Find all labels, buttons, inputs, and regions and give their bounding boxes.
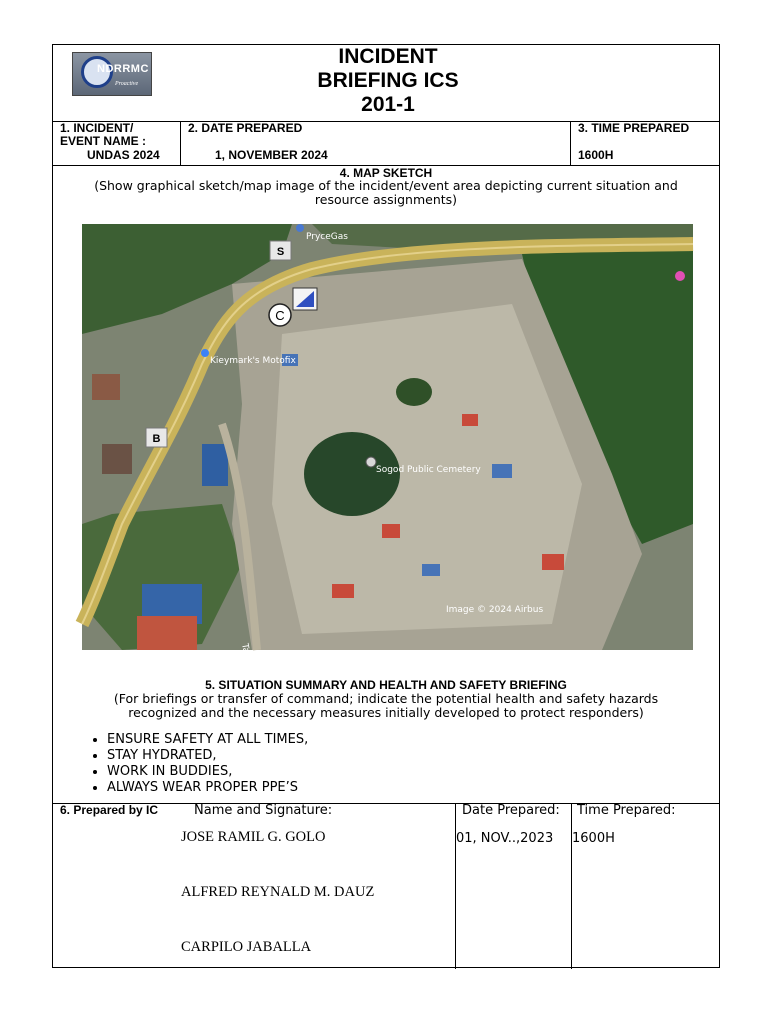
preparer-name-2: ALFRED REYNALD M. DAUZ <box>181 884 375 900</box>
title-line-1: INCIDENT <box>338 45 438 68</box>
map-sketch-desc-2: resource assignments) <box>314 192 458 207</box>
map-label-motofix: Kieymark's Motofix <box>210 356 296 366</box>
summary-desc-2: recognized and the necessary measures initially developed to protect responders) <box>128 705 644 720</box>
incident-label-line-1: 1. INCIDENT/ <box>60 121 134 135</box>
date-prepared-value: 1, NOVEMBER 2024 <box>215 148 328 162</box>
incident-briefing-form <box>52 44 720 968</box>
preparer-name-1: JOSE RAMIL G. GOLO <box>181 829 326 845</box>
list-item: • ENSURE SAFETY AT ALL TIMES, <box>107 732 308 748</box>
safety-briefing-list <box>81 732 308 796</box>
time-prepared-value: 1600H <box>578 148 614 162</box>
form-title <box>233 45 543 117</box>
incident-info-row <box>53 121 719 166</box>
incident-name-cell <box>53 121 181 165</box>
name-signature-label: Name and Signature: <box>194 803 333 818</box>
list-item: • STAY HYDRATED, <box>107 748 308 764</box>
preparer-name-3: CARPILO JABALLA <box>181 939 312 955</box>
logo-text: NDRRMC <box>97 63 149 75</box>
map-and-summary-section <box>53 165 719 804</box>
list-item: • WORK IN BUDDIES, <box>107 764 308 780</box>
summary-title: 5. SITUATION SUMMARY AND HEALTH AND SAFETY BRIEFING <box>205 678 567 692</box>
list-item: • ALWAYS WEAR PROPER PPE’S <box>107 780 308 796</box>
title-line-2: BRIEFING ICS <box>317 69 459 92</box>
marker-s-label: S <box>276 246 285 258</box>
pryce-gas-pin-icon <box>296 224 304 232</box>
date-prepared-footer-value: 01, NOV..,2023 <box>456 831 554 846</box>
prepared-by-row <box>53 803 719 969</box>
form-header <box>53 45 719 122</box>
date-prepared-label: 2. DATE PREPARED <box>188 121 303 135</box>
marker-b-label: B <box>152 433 161 445</box>
time-prepared-footer-label: Time Prepared: <box>577 803 676 818</box>
time-prepared-footer-value: 1600H <box>572 831 615 846</box>
date-prepared-cell <box>181 121 571 165</box>
map-label-road: Tampoon <box>239 642 256 685</box>
incident-label-line-2: EVENT NAME : <box>60 134 147 148</box>
date-prepared-footer-label: Date Prepared: <box>462 803 560 818</box>
map-sketch-desc-1: (Show graphical sketch/map image of the incident/event area depicting current situation and <box>94 178 678 193</box>
summary-desc-1: (For briefings or transfer of command; indicate the potential health and safety hazards <box>113 691 659 706</box>
logo-subtext: Proactive <box>115 81 139 87</box>
title-line-3: 201-1 <box>361 93 415 116</box>
marker-c-label: C <box>275 308 285 323</box>
column-divider <box>455 803 456 969</box>
map-sketch-title: 4. MAP SKETCH <box>339 166 433 180</box>
time-prepared-cell <box>571 121 721 165</box>
place-pin-icon <box>675 271 685 281</box>
map-label-pryce-gas: PryceGas <box>306 232 348 242</box>
motofix-pin-icon <box>201 349 209 357</box>
time-prepared-label: 3. TIME PREPARED <box>578 121 690 135</box>
column-divider <box>571 803 572 969</box>
prepared-by-label: 6. Prepared by IC <box>60 803 159 817</box>
map-label-cemetery: Sogod Public Cemetery <box>376 465 481 475</box>
incident-name-value: UNDAS 2024 <box>87 148 160 162</box>
ndrrmc-logo <box>72 52 152 96</box>
map-image-credit: Image © 2024 Airbus <box>446 605 544 615</box>
cemetery-pin-icon <box>366 457 376 467</box>
